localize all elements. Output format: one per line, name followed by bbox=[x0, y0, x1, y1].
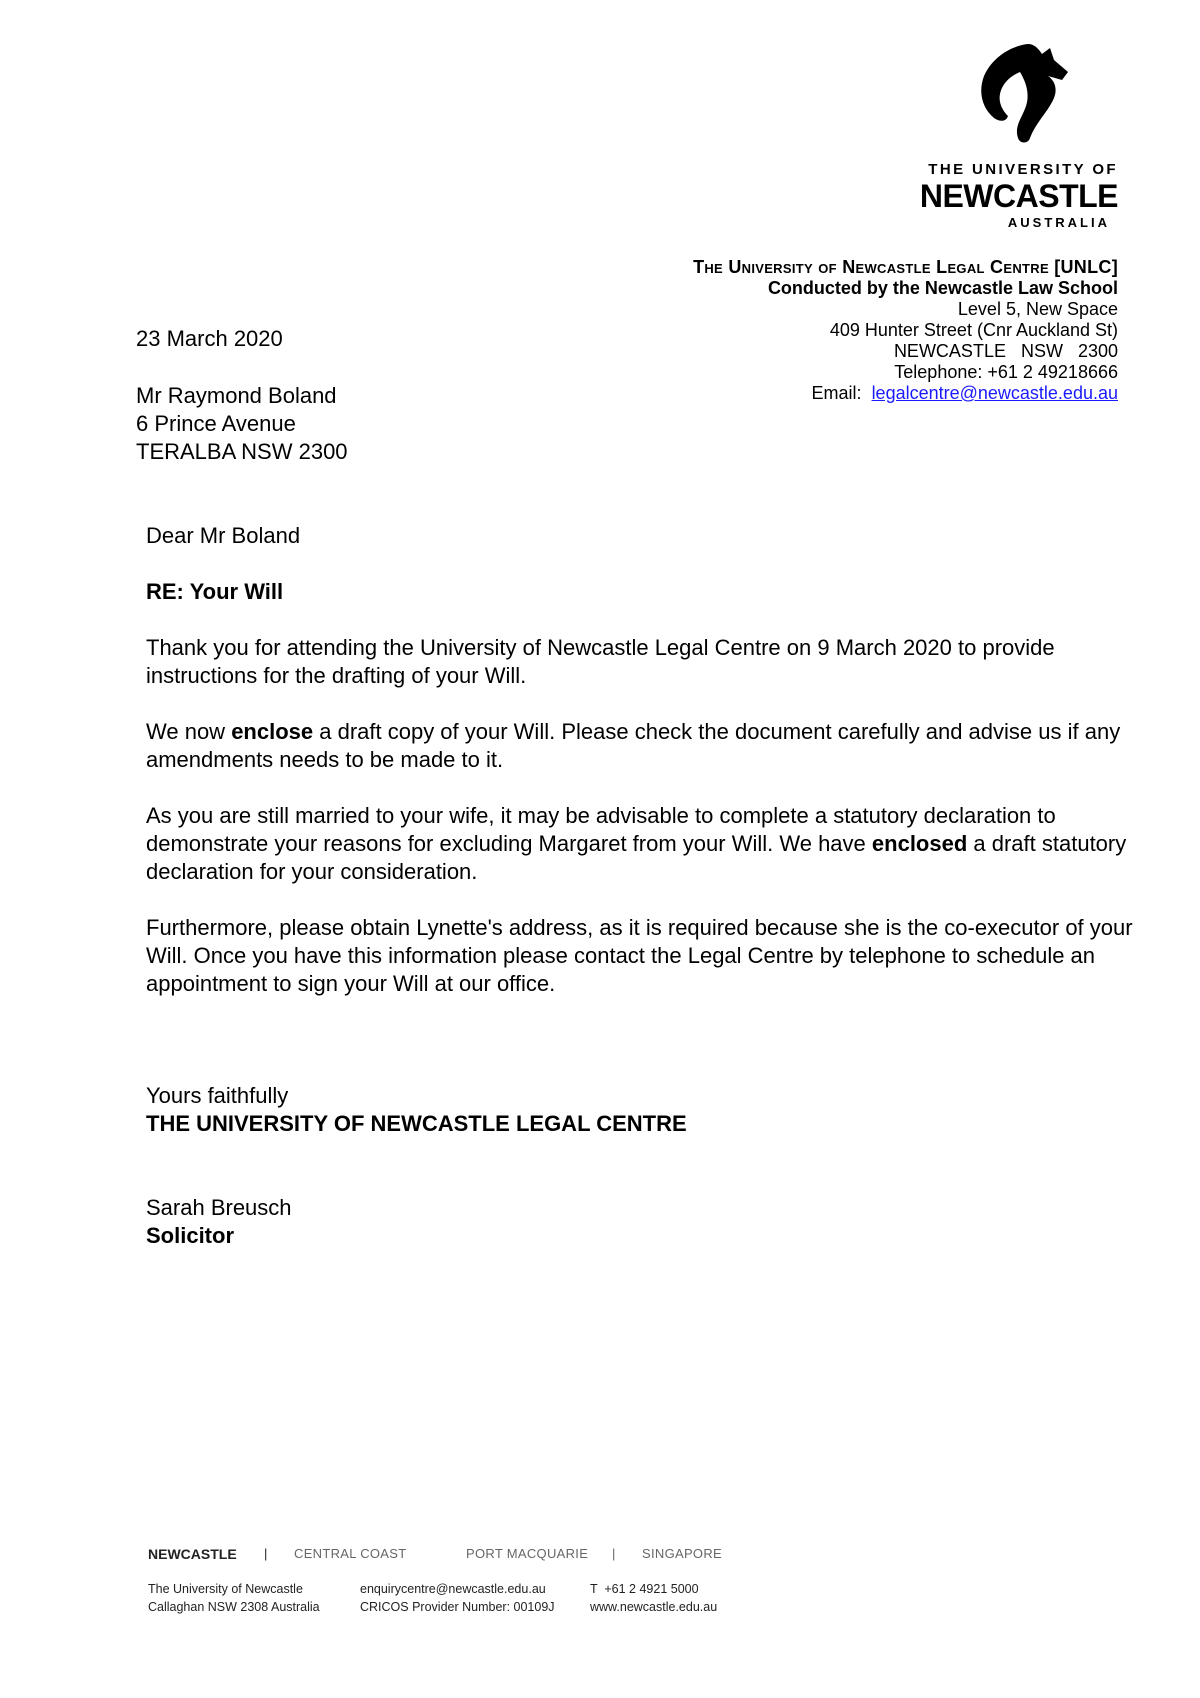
signer-name: Sarah Breusch bbox=[146, 1195, 292, 1220]
paragraph-4: Furthermore, please obtain Lynette's address, as it is required because she is the co-executor of your Will. Once you have this information please contact the Legal Centre by telephone to schedule an appointment to sign your Will at our office. bbox=[146, 915, 1133, 996]
logo-text-line2: NEWCASTLE bbox=[919, 178, 1118, 214]
bold-enclose: enclose bbox=[231, 719, 314, 744]
closing-org: THE UNIVERSITY OF NEWCASTLE LEGAL CENTRE bbox=[146, 1111, 687, 1136]
email-label: Email: bbox=[811, 383, 862, 403]
letterhead-address bbox=[693, 257, 1118, 404]
footer-contacts bbox=[148, 1580, 768, 1620]
letter-body bbox=[146, 522, 1146, 1026]
letterhead-org: The University of Newcastle Legal Centre [UNLC] bbox=[693, 257, 1118, 277]
paragraph-3: As you are still married to your wife, it may be advisable to complete a statutory declaration to demonstrate your reasons for excluding Margaret from your Will. We have enclosed a draft statutory declaration for your consideration. bbox=[146, 803, 1127, 884]
letterhead-address-line3: NEWCASTLE NSW 2300 bbox=[893, 341, 1118, 361]
footer-campuses bbox=[148, 1546, 748, 1570]
letterhead-address-line1: Level 5, New Space bbox=[957, 299, 1118, 319]
footer-separator-2: | bbox=[612, 1546, 616, 1561]
letter-date: 23 March 2020 bbox=[136, 326, 283, 351]
recipient-name: Mr Raymond Boland bbox=[136, 383, 337, 408]
footer-singapore: SINGAPORE bbox=[642, 1546, 722, 1561]
footer-central-coast: CENTRAL COAST bbox=[294, 1546, 407, 1561]
signer-title: Solicitor bbox=[146, 1223, 235, 1248]
bold-enclosed: enclosed bbox=[871, 831, 968, 856]
signature-block bbox=[146, 1194, 292, 1250]
paragraph-1: Thank you for attending the University of Newcastle Legal Centre on 9 March 2020 to provide instructions for the drafting of your Will. bbox=[146, 635, 1055, 688]
subject-line: RE: Your Will bbox=[146, 579, 284, 604]
letterhead-address-line2: 409 Hunter Street (Cnr Auckland St) bbox=[829, 320, 1118, 340]
recipient-street: 6 Prince Avenue bbox=[136, 411, 296, 436]
footer-col-address: The University of Newcastle Callaghan NSW 2308 Australia bbox=[148, 1582, 320, 1614]
footer-newcastle: NEWCASTLE bbox=[148, 1546, 237, 1562]
recipient-city: TERALBA NSW 2300 bbox=[136, 439, 348, 464]
university-logo bbox=[918, 42, 1118, 232]
letterhead-dept: Conducted by the Newcastle Law School bbox=[767, 278, 1118, 298]
paragraph-2: We now enclose a draft copy of your Will. Please check the document carefully and advise us if any amendments needs to be made to it. bbox=[146, 719, 1121, 772]
closing bbox=[146, 1082, 687, 1138]
recipient-address bbox=[136, 382, 348, 466]
seahorse-logo-icon bbox=[970, 42, 1074, 146]
logo-text-line3: AUSTRALIA bbox=[1007, 215, 1110, 230]
footer-port-macquarie: PORT MACQUARIE bbox=[466, 1546, 589, 1561]
footer-col-phone: T +61 2 4921 5000 www.newcastle.edu.au bbox=[590, 1582, 718, 1614]
email-link[interactable]: legalcentre@newcastle.edu.au bbox=[871, 383, 1118, 403]
salutation: Dear Mr Boland bbox=[146, 523, 301, 548]
logo-text-line1: THE UNIVERSITY OF bbox=[928, 161, 1118, 178]
footer-col-enquiry: enquirycentre@newcastle.edu.au CRICOS Provider Number: 00109J bbox=[360, 1582, 555, 1614]
letterhead-email-row bbox=[693, 383, 1118, 404]
page-footer bbox=[148, 1546, 768, 1620]
letterhead-telephone: Telephone: +61 2 49218666 bbox=[894, 362, 1118, 382]
valediction: Yours faithfully bbox=[146, 1083, 289, 1108]
footer-separator-1: | bbox=[264, 1546, 268, 1561]
